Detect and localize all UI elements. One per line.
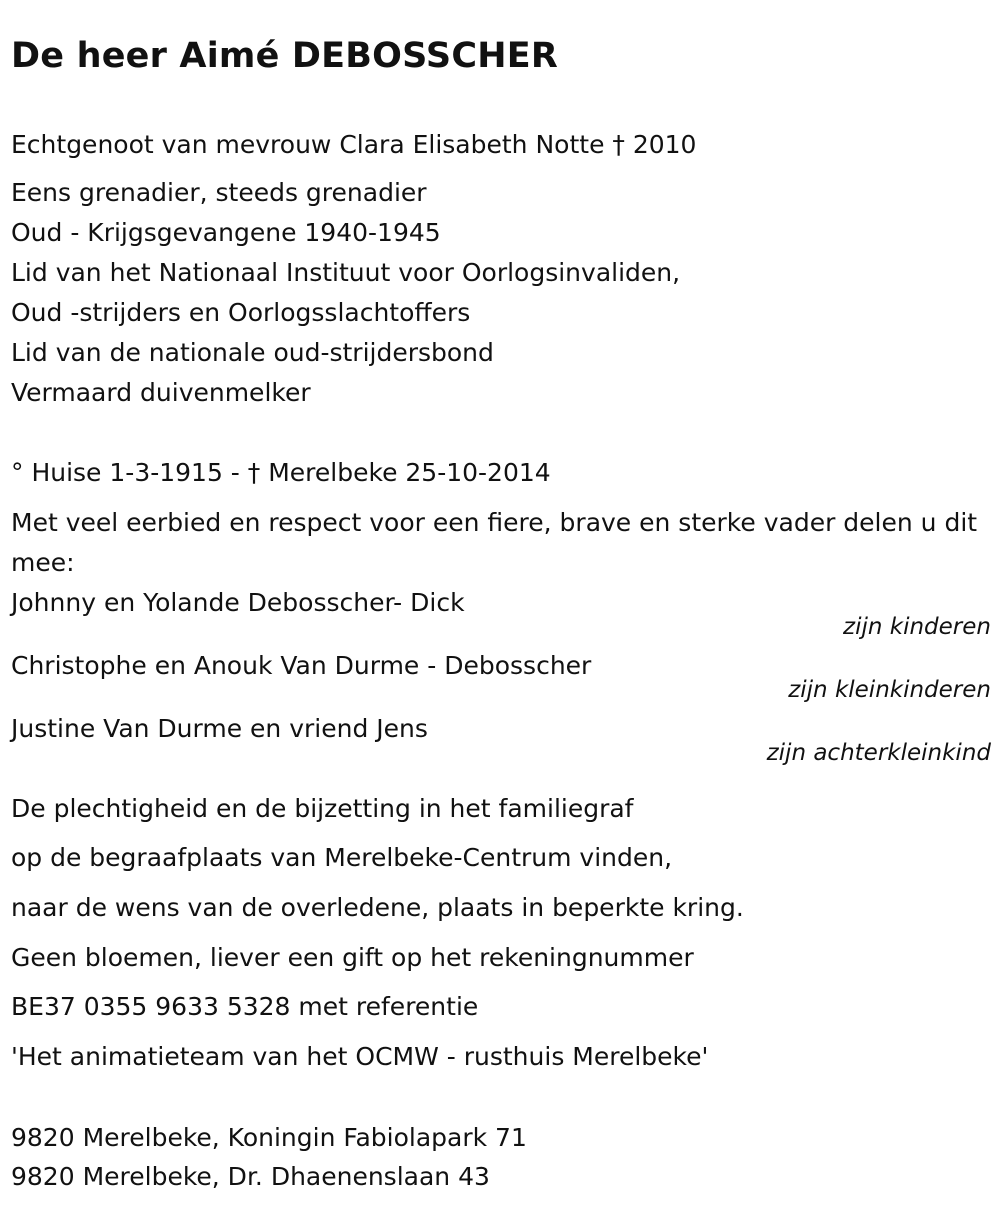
bio-line: Eens grenadier, steeds grenadier <box>11 178 427 207</box>
address-line: 9820 Merelbeke, Dr. Dhaenenslaan 43 <box>11 1162 490 1191</box>
ceremony-line: De plechtigheid en de bijzetting in het familiegraf <box>11 794 634 823</box>
family-role: zijn achterkleinkind <box>766 740 991 766</box>
ceremony-line: naar de wens van de overledene, plaats in beperkte kring. <box>11 893 744 922</box>
bio-line: Oud - Krijgsgevangene 1940-1945 <box>11 218 441 247</box>
family-names: Justine Van Durme en vriend Jens <box>11 714 428 743</box>
donation-line: Geen bloemen, liever een gift op het rekeningnummer <box>11 943 694 972</box>
bio-line: Lid van het Nationaal Instituut voor Oorlogsinvaliden, <box>11 258 681 287</box>
family-names: Johnny en Yolande Debosscher- Dick <box>11 588 465 617</box>
spouse-line: Echtgenoot van mevrouw Clara Elisabeth Notte † 2010 <box>11 130 697 159</box>
address-line: 9820 Merelbeke, Koningin Fabiolapark 71 <box>11 1123 527 1152</box>
birth-death-dates: ° Huise 1-3-1915 - † Merelbeke 25-10-2014 <box>11 458 551 487</box>
intro-text: Met veel eerbied en respect voor een fiere, brave en sterke vader delen u dit mee: <box>11 508 978 577</box>
ceremony-line: op de begraafplaats van Merelbeke-Centrum vinden, <box>11 843 673 872</box>
reference-line: 'Het animatieteam van het OCMW - rusthuis Merelbeke' <box>11 1042 709 1071</box>
bio-line: Vermaard duivenmelker <box>11 378 311 407</box>
family-role: zijn kleinkinderen <box>788 677 991 703</box>
bio-line: Oud -strijders en Oorlogsslachtoffers <box>11 298 471 327</box>
deceased-name-title: De heer Aimé DEBOSSCHER <box>11 36 558 76</box>
bio-line: Lid van de nationale oud-strijdersbond <box>11 338 494 367</box>
family-names: Christophe en Anouk Van Durme - Debosscher <box>11 651 592 680</box>
account-number-line: BE37 0355 9633 5328 met referentie <box>11 992 479 1021</box>
family-role: zijn kinderen <box>843 614 991 640</box>
